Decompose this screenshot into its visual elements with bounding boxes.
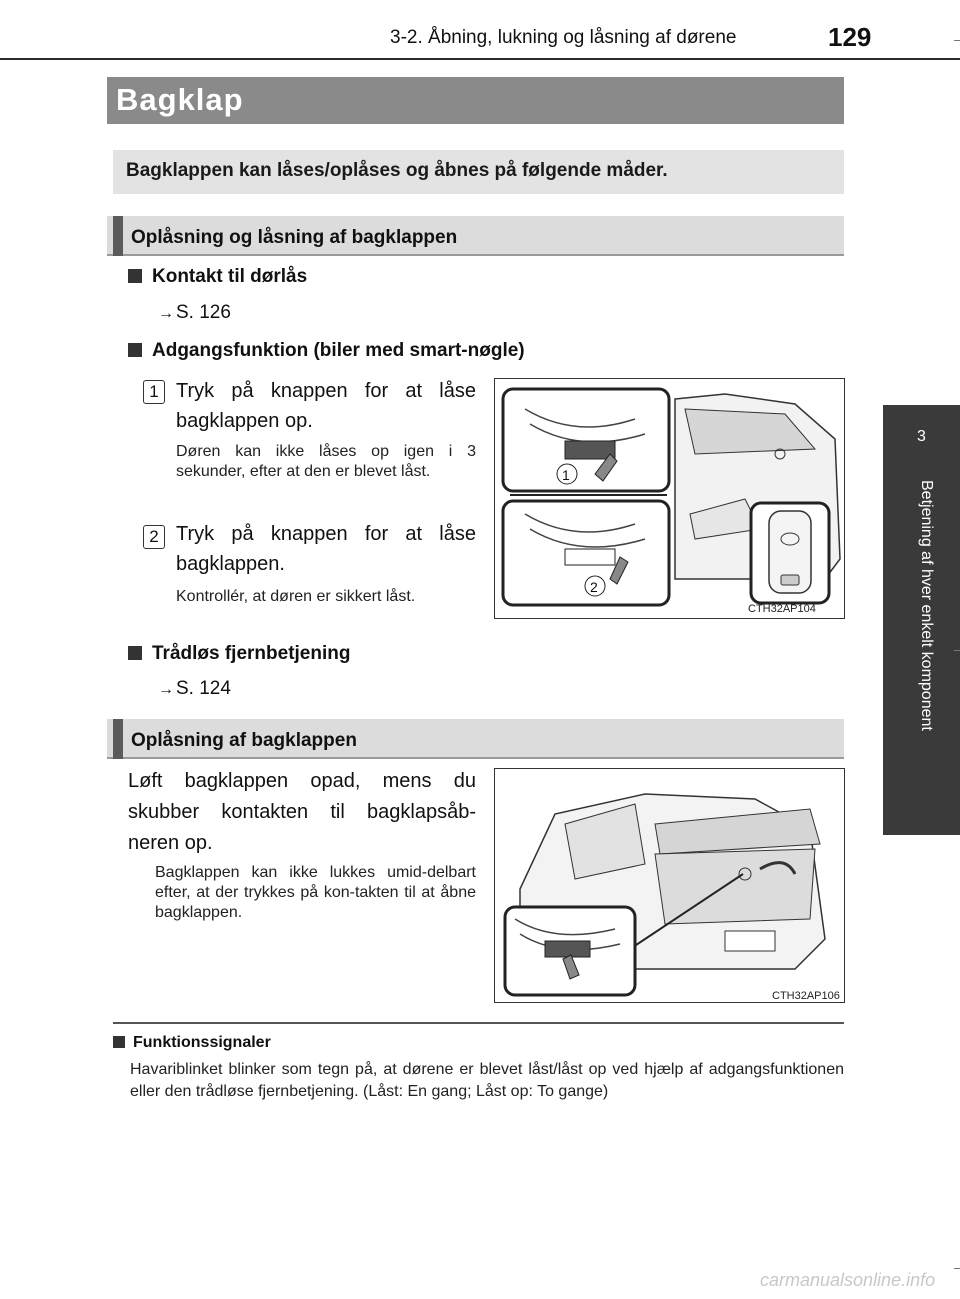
intro-text: Bagklappen kan låses/oplåses og åbnes på følgende måder. (126, 160, 668, 181)
header-rule (0, 58, 960, 60)
item-heading-entry-function: Adgangsfunktion (biler med smart-nøgle) (128, 340, 525, 362)
bullet-square-icon (128, 269, 142, 283)
page-reference: → S. 124 (158, 678, 231, 699)
instruction-text: Løft bagklappen opad, mens du skubber kontakten til bagklapsåb-neren op. (128, 770, 476, 854)
chapter-label: Betjening af hver enkelt komponent (918, 480, 935, 731)
page-number: 129 (828, 22, 872, 52)
page-title: Bagklap (116, 82, 244, 117)
bullet-square-icon (128, 343, 142, 357)
step-note: Kontrollér, at døren er sikkert låst. (176, 588, 416, 605)
footnote-rule (113, 1022, 844, 1024)
section-accent (113, 719, 123, 759)
figure-tailgate-open (494, 768, 845, 1003)
chapter-number: 3 (917, 428, 926, 445)
footnote-text: Havariblinket blinker som tegn på, at dørene er blevet låst/låst op ved hjælp af adgangsfunktionen eller den trådløse fjernbetjening. (Låst: En gang; Låst op: To gange) (130, 1061, 844, 1100)
watermark: carmanualsonline.info (760, 1270, 936, 1290)
section-heading-unlock: Oplåsning af bagklappen (131, 730, 357, 751)
instruction-note: Bagklappen kan ikke lukkes umid-delbart efter, at der trykkes på kon-takten til at åbne bagklappen. (155, 864, 476, 921)
arrow-right-icon: → (158, 305, 174, 322)
item-heading-wireless-remote: Trådløs fjernbetjening (128, 643, 350, 665)
step-text: Tryk på knappen for at låse bagklappen op. (176, 380, 476, 432)
svg-text:2: 2 (590, 579, 598, 595)
edge-mark (954, 650, 960, 651)
section-heading-unlock-lock: Oplåsning og låsning af bagklappen (131, 227, 458, 248)
bullet-square-icon (113, 1036, 125, 1048)
item-heading-door-lock-switch: Kontakt til dørlås (128, 266, 307, 288)
footnote-heading: Funktionssignaler (113, 1034, 271, 1052)
bullet-square-icon (128, 646, 142, 660)
step-number: 1 (143, 380, 165, 404)
svg-text:1: 1 (562, 467, 570, 483)
figure-tailgate-opener-smart-key (494, 378, 845, 619)
page-reference: → S. 126 (158, 302, 231, 323)
figure-caption: CTH32AP106 (772, 990, 840, 1002)
edge-mark (954, 1268, 960, 1269)
figure-caption: CTH32AP104 (748, 603, 816, 615)
hatchback-illustration (495, 769, 844, 1002)
section-title: 3-2. Åbning, lukning og låsning af dørene (390, 27, 737, 48)
step-number: 2 (143, 525, 165, 549)
section-accent (113, 216, 123, 256)
arrow-right-icon: → (158, 681, 174, 698)
tailgate-illustration (495, 379, 844, 618)
step-note: Døren kan ikke låses op igen i 3 sekunder, efter at den er blevet låst. (176, 443, 476, 480)
edge-mark (954, 40, 960, 41)
step-text: Tryk på knappen for at låse bagklappen. (176, 523, 476, 575)
